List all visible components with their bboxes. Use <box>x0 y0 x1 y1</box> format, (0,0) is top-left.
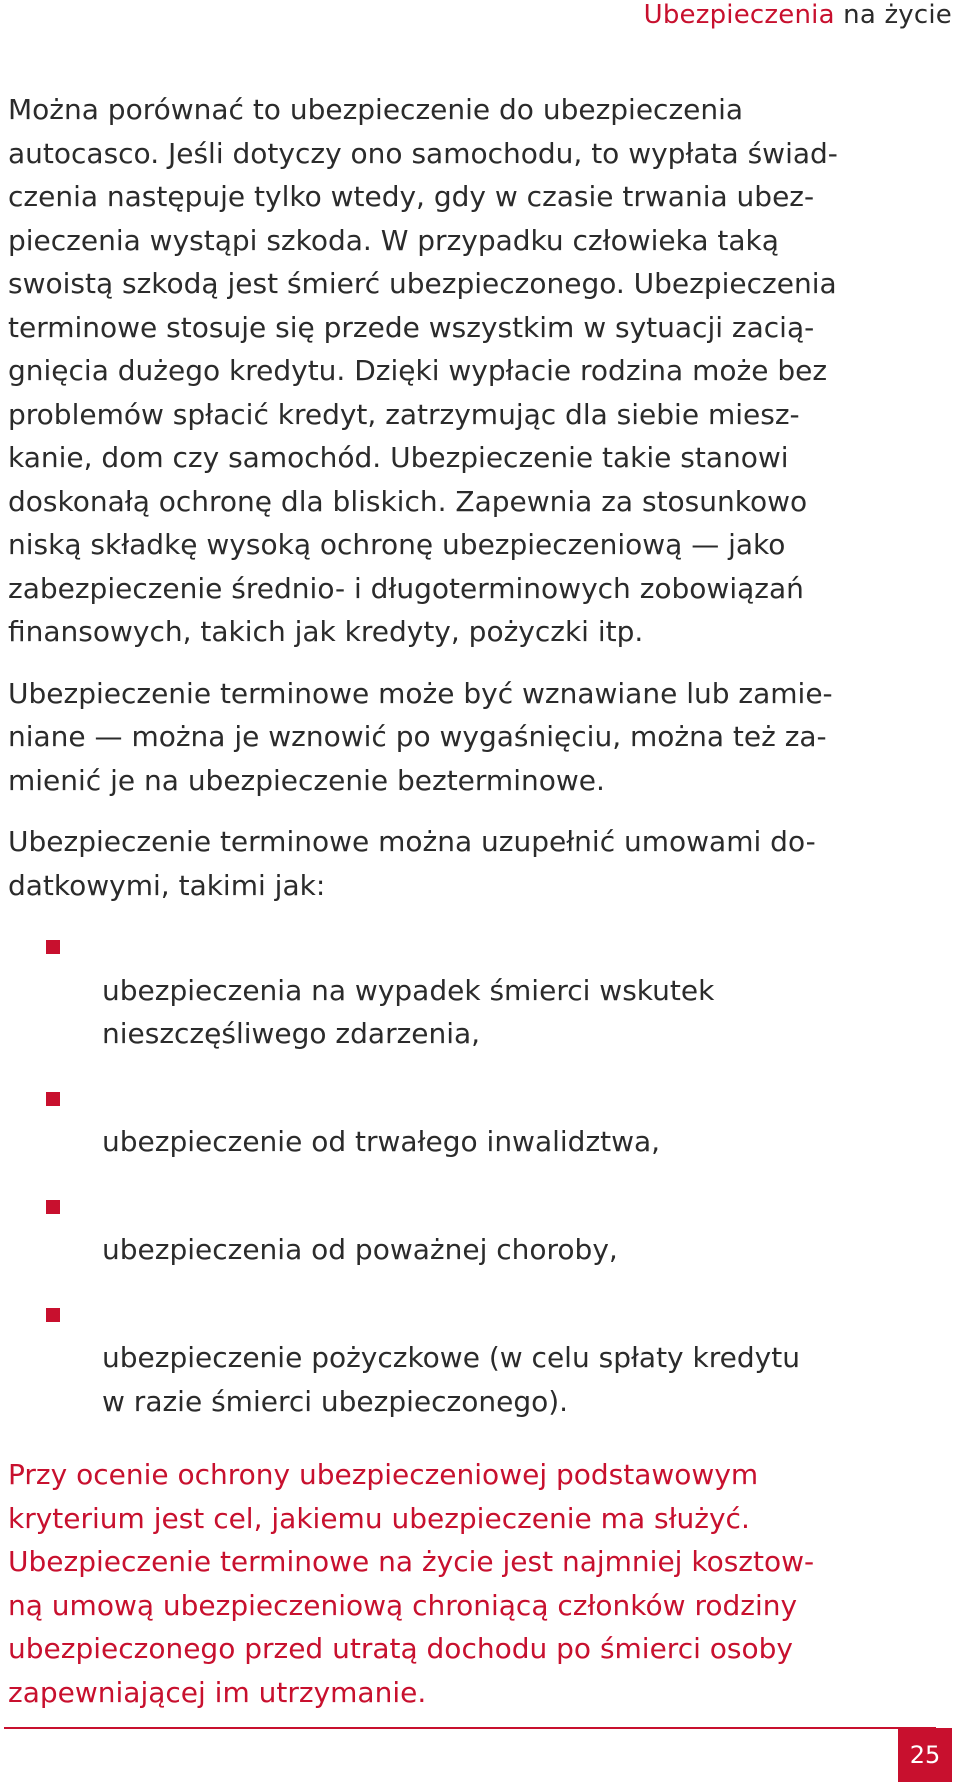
list-item <box>8 925 953 1056</box>
list-item-text: ubezpieczenia na wypadek śmierci wskutek nieszczęśliwego zdarzenia, <box>102 973 715 1050</box>
running-header <box>644 0 952 30</box>
footer-divider <box>4 1727 936 1729</box>
square-bullet-icon <box>46 1092 60 1106</box>
square-bullet-icon <box>46 1200 60 1214</box>
paragraph-autocasco: Można porównać to ubezpieczenie do ubezpieczenia autocasco. Jeśli dotyczy ono samochodu, to wypłata świad- czenia następuje tylko wtedy, gdy w czasie trwania ubez- pieczenia wystąpi szkoda. W przypadku człowieka taką swoistą szkodą jest śmierć ubezpieczonego. Ubezpieczenia terminowe stosuje się przede wszystkim w sytuacji zacią- gnięcia dużego kredytu. Dzięki wypłacie rodzina może bez problemów spłacić kredyt, zatrzymując dla siebie miesz- kanie, dom czy samochód. Ubezpieczenie takie stanowi doskonałą ochronę dla bliskich. Zapewnia za stosunkowo niską składkę wysoką ochronę ubezpieczeniową — jako zabezpieczenie średnio- i długoterminowych zobowiązań finansowych, takich jak kredyty, pożyczki itp. <box>8 93 838 648</box>
highlight-paragraph: Przy ocenie ochrony ubezpieczeniowej podstawowym kryterium jest cel, jakiemu ubezpieczenie ma służyć. Ubezpieczenie terminowe na życie jest najmniej kosztow- ną umową ubezpieczeniową chroniącą członków rodziny ubezpieczonego przed utratą dochodu po śmierci osoby zapewniającej im utrzymanie. <box>8 1458 815 1709</box>
list-item-text: ubezpieczenie od trwałego inwalidztwa, <box>102 1125 661 1158</box>
list-item <box>8 1293 953 1424</box>
list-item-text: ubezpieczenia od poważnej choroby, <box>102 1233 618 1266</box>
list-item-text: ubezpieczenie pożyczkowe (w celu spłaty kredytu w razie śmierci ubezpieczonego). <box>102 1341 800 1418</box>
square-bullet-icon <box>46 1308 60 1322</box>
running-header-rest: na życie <box>834 0 952 30</box>
paragraph-additional-contracts: Ubezpieczenie terminowe można uzupełnić umowami do- datkowymi, takimi jak: <box>8 825 816 902</box>
additional-contracts-list <box>8 925 953 1423</box>
running-header-accent: Ubezpieczenia <box>643 0 835 30</box>
page-body <box>8 88 953 1714</box>
square-bullet-icon <box>46 940 60 954</box>
list-item <box>8 1077 953 1164</box>
list-item <box>8 1185 953 1272</box>
paragraph-renewal: Ubezpieczenie terminowe może być wznawiane lub zamie- niane — można je wznowić po wygaśnięciu, można też za- mienić je na ubezpieczenie bezterminowe. <box>8 676 833 797</box>
page-number-badge: 25 <box>898 1728 952 1782</box>
